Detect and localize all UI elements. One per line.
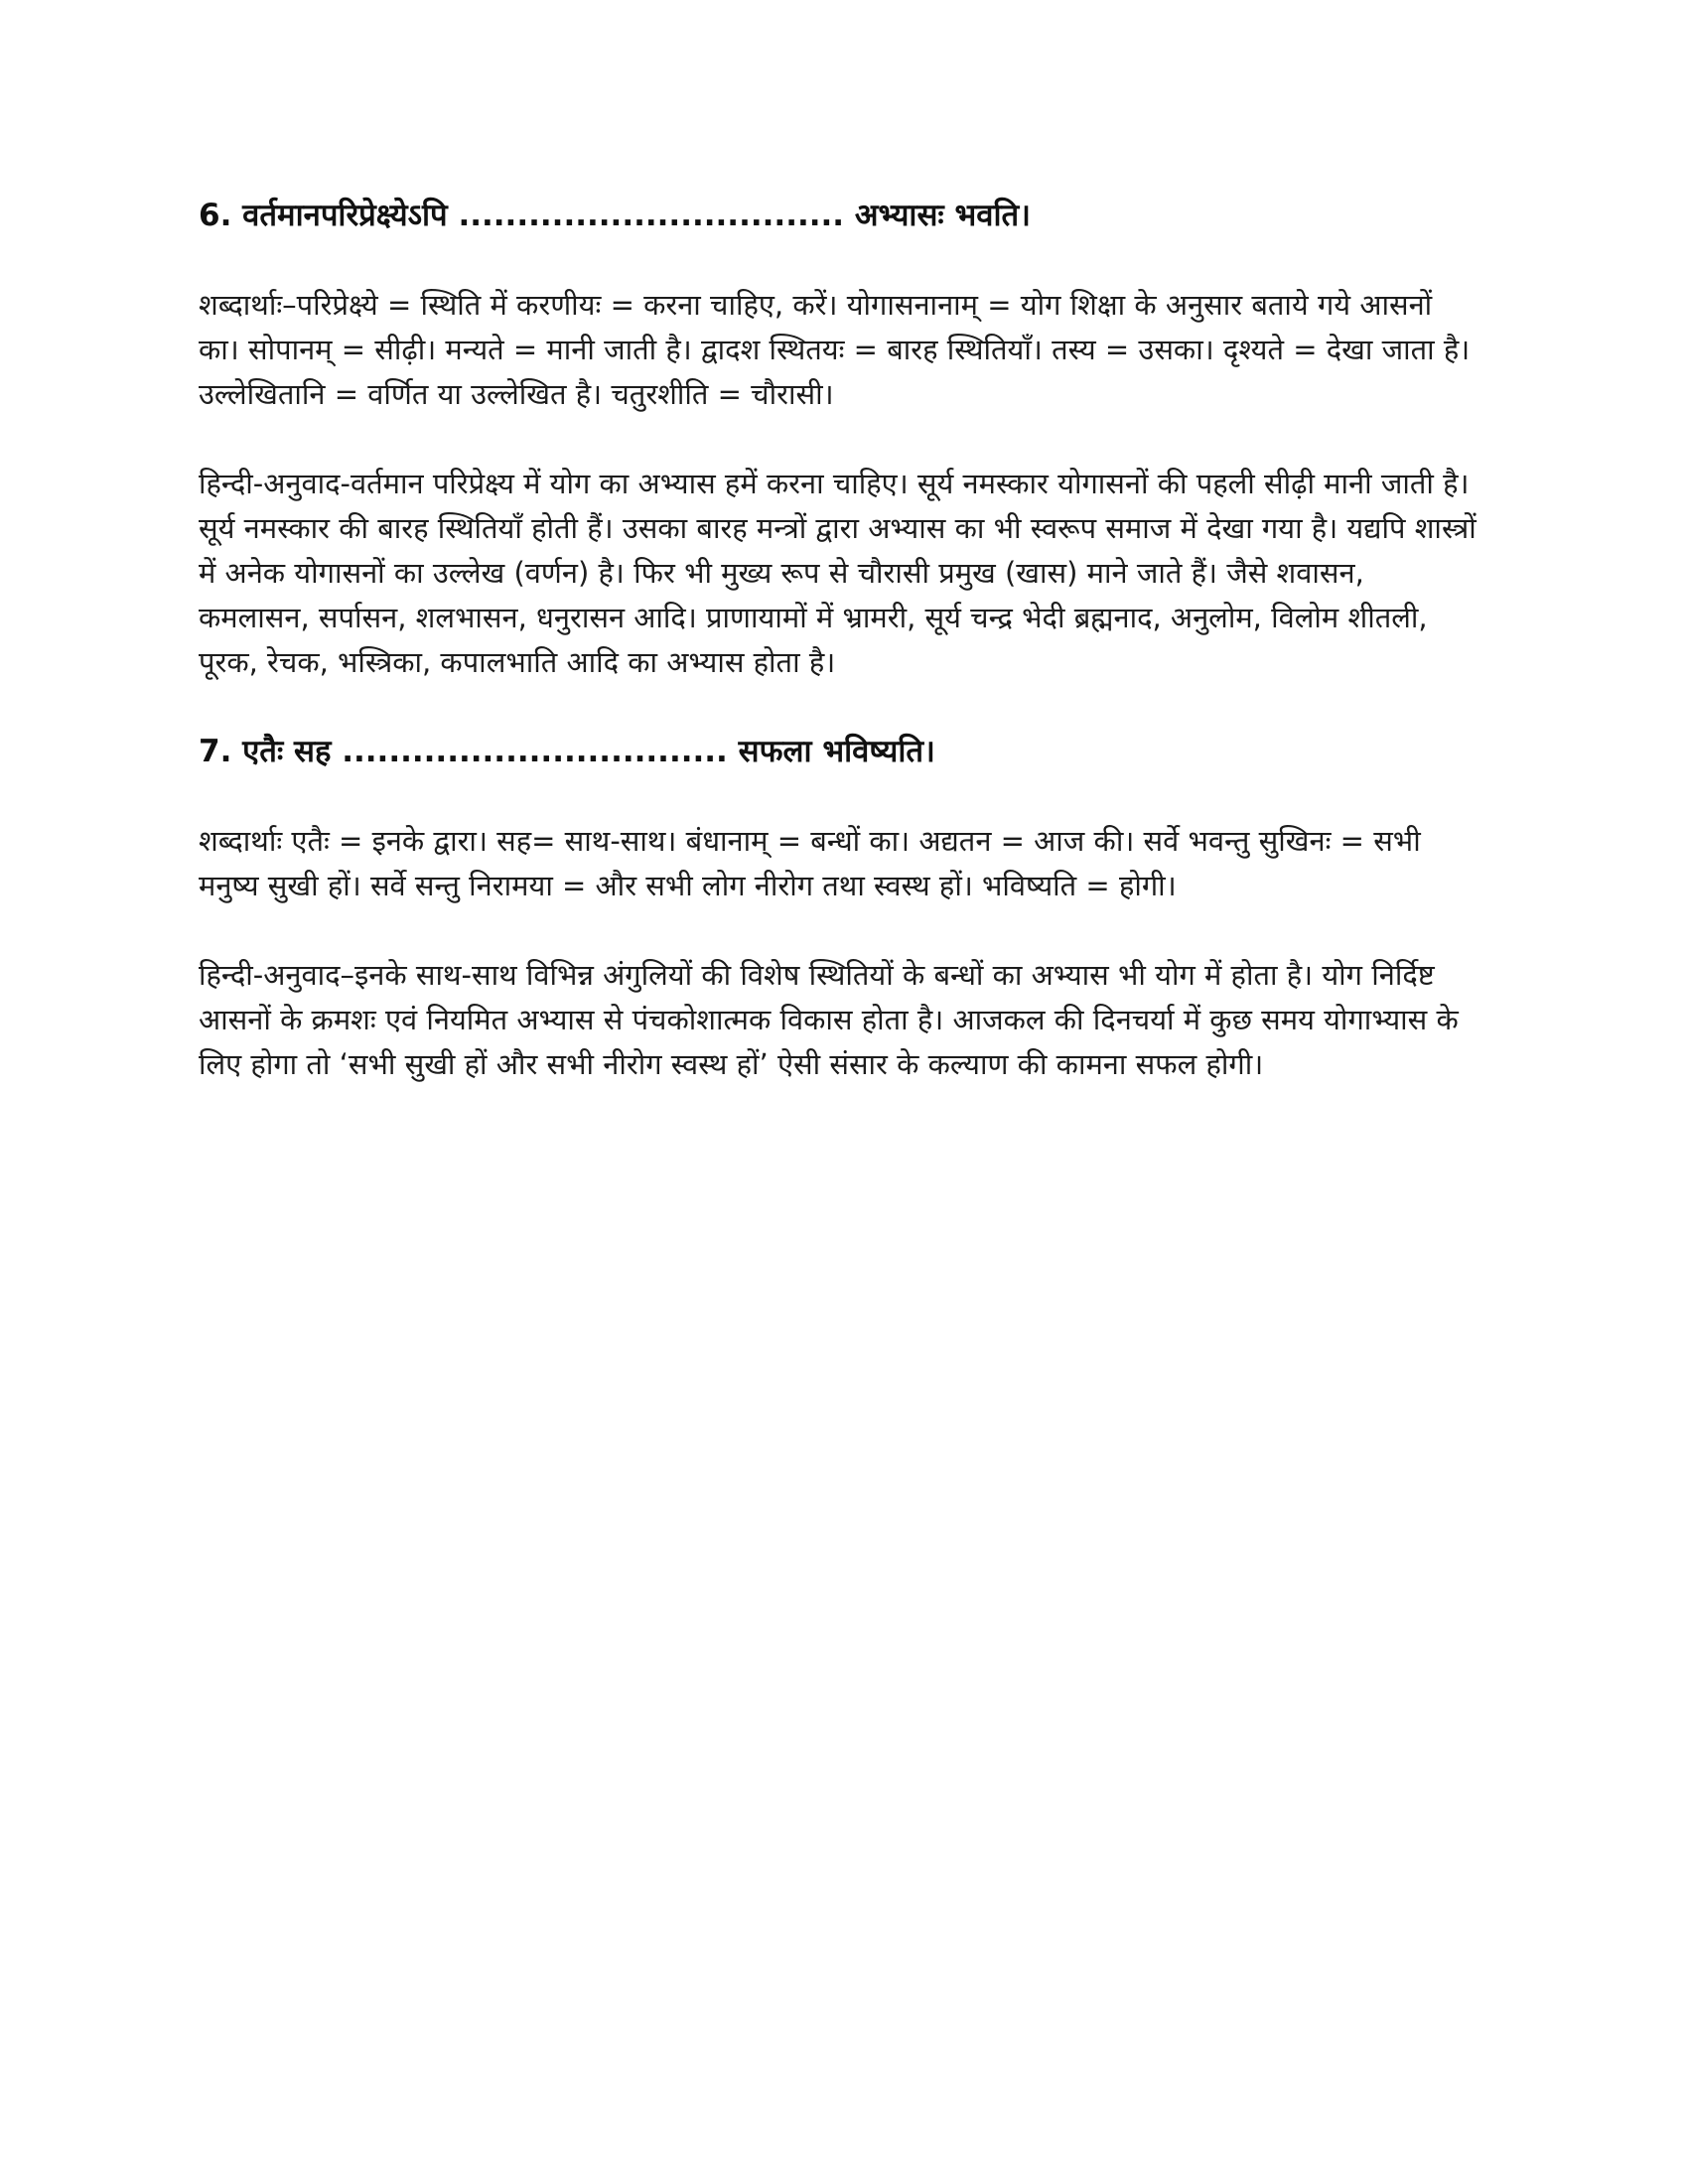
section-heading: 6. वर्तमानपरिप्रेक्ष्येऽपि ................................. अभ्यासः भवति। bbox=[199, 198, 1031, 233]
section-heading: 7. एतैः सह ................................. सफला भविष्यति। bbox=[199, 734, 935, 769]
word-meanings-paragraph: शब्दार्थाः एतैः = इनके द्वारा। सह= साथ-साथ। बंधानाम् = बन्धों का। अद्यतन = आज की। सर्वे भवन्तु सुखिनः = सभी मनुष्य सुखी हों। सर्वे सन्तु निरामया = और सभी लोग नीरोग तथा स्वस्थ हों। भविष्यति = होगी। bbox=[199, 824, 1421, 902]
hindi-translation-paragraph: हिन्दी-अनुवाद–इनके साथ-साथ विभिन्न अंगुलियों की विशेष स्थितियों के बन्धों का अभ्यास भी योग में होता है। योग निर्दिष्ट आसनों के क्रमशः एवं नियमित अभ्यास से पंचकोशात्मक विकास होता है। आजकल की दिनचर्या में कुछ समय योगाभ्यास के लिए होगा तो ‘सभी सुखी हों और सभी नीरोग स्वस्थ हों’ ऐसी संसार के कल्याण की कामना सफल होगी। bbox=[199, 958, 1459, 1081]
section-6 bbox=[199, 194, 1479, 685]
section-7 bbox=[199, 730, 1479, 1087]
document-page bbox=[199, 194, 1479, 1132]
word-meanings-paragraph: शब्दार्थाः–परिप्रेक्ष्ये = स्थिति में करणीयः = करना चाहिए, करें। योगासनानाम् = योग शिक्षा के अनुसार बताये गये आसनों का। सोपानम् = सीढ़ी। मन्यते = मानी जाती है। द्वादश स्थितयः = बारह स्थितियाँ। तस्य = उसका। दृश्यते = देखा जाता है। उल्लेखितानि = वर्णित या उल्लेखित है। चतुरशीति = चौरासी। bbox=[199, 288, 1471, 411]
hindi-translation-paragraph: हिन्दी-अनुवाद-वर्तमान परिप्रेक्ष्य में योग का अभ्यास हमें करना चाहिए। सूर्य नमस्कार योगासनों की पहली सीढ़ी मानी जाती है। सूर्य नमस्कार की बारह स्थितियाँ होती हैं। उसका बारह मन्त्रों द्वारा अभ्यास का भी स्वरूप समाज में देखा गया है। यद्यपि शास्त्रों में अनेक योगासनों का उल्लेख (वर्णन) है। फिर भी मुख्य रूप से चौरासी प्रमुख (खास) माने जाते हैं। जैसे शवासन, कमलासन, सर्पासन, शलभासन, धनुरासन आदि। प्राणायामों में भ्रामरी, सूर्य चन्द्र भेदी ब्रह्मनाद, अनुलोम, विलोम शीतली, पूरक, रेचक, भस्त्रिका, कपालभाति आदि का अभ्यास होता है। bbox=[199, 467, 1477, 679]
